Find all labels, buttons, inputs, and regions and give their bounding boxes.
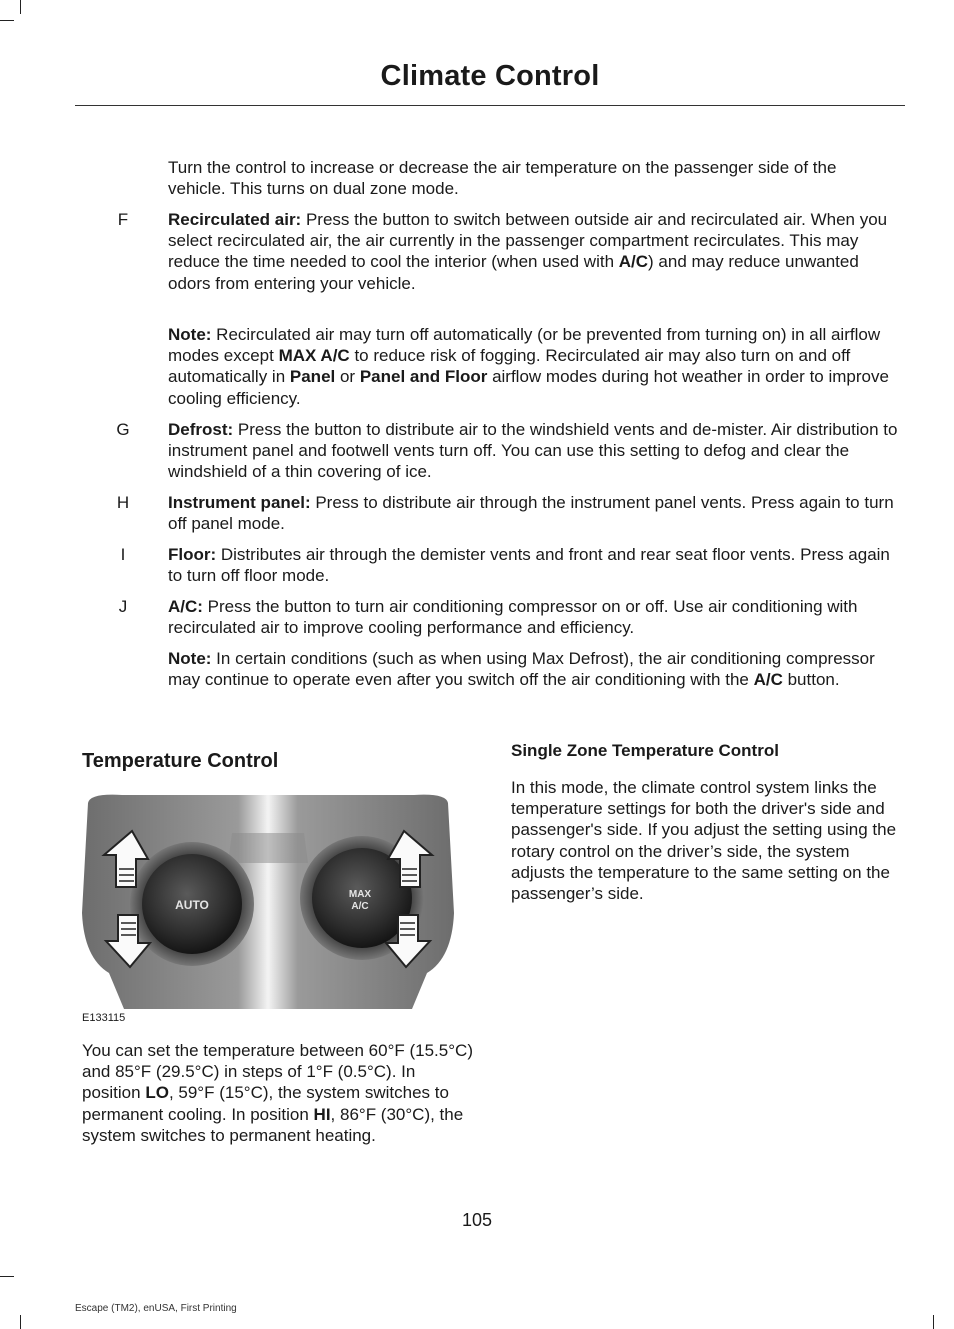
footer-text: Escape (TM2), enUSA, First Printing (75, 1303, 237, 1314)
single-zone-paragraph: In this mode, the climate control system links the temperature settings for both the driver's side and passenger's side. If you adjust the setting using the rotary control on the driver’s side, the system adjusts the temperature to the same setting on the passenger’s side. (511, 778, 897, 904)
item-text: Press the button to turn air conditioning compressor on or off. Use air conditioning with recirculated air to improve cooling performance and efficiency. (168, 597, 858, 638)
temperature-control-heading: Temperature Control (82, 750, 279, 772)
climate-control-figure (82, 793, 454, 1009)
paragraph-bold: HI (313, 1104, 331, 1124)
item-text: Press to distribute air through the instrument panel vents. Press again to turn off panel mode. (168, 493, 894, 534)
max-ac-knob-label: MAX (348, 889, 372, 900)
item-letter-f: F (117, 210, 129, 229)
item-term: Instrument panel: (168, 493, 311, 512)
item-term: Defrost: (168, 420, 234, 439)
note-text: to reduce risk of fogging. Recirculated air may also turn on and off automatically in (168, 346, 851, 387)
paragraph-text: , 59°F (15°C), the system switches to permanent cooling. In position (82, 1083, 449, 1124)
auto-knob-label: AUTO (175, 898, 209, 912)
item-letter-h: H (116, 493, 130, 512)
item-bold-ac: A/C (618, 252, 649, 272)
item-text: Distributes air through the demister vents and front and rear seat floor vents. Press again to turn off floor mode. (168, 545, 890, 586)
paragraph-text: , 86°F (30°C), the system switches to permanent heating. (82, 1104, 464, 1145)
item-letter-j: J (118, 597, 128, 616)
item-term: A/C: (168, 597, 203, 616)
header-divider (75, 105, 905, 106)
item-text: Press the button to switch between outside air and recirculated air. When you select recirculated air, the air currently in the passenger compartment recirculates. This may reduce the time needed to cool the interior (when used with (168, 210, 888, 272)
note-bold: Panel (289, 367, 336, 387)
note-text: In certain conditions (such as when using Max Defrost), the air conditioning compressor may continue to operate even after you switch off the air conditioning with the (168, 649, 875, 690)
figure-caption: E133115 (82, 1012, 126, 1024)
crop-mark (0, 1276, 14, 1277)
item-defrost (168, 419, 898, 483)
paragraph-text: You can set the temperature between 60°F (15.5°C) and 85°F (29.5°C) in steps of 1°F (0.5°C). In position (82, 1041, 473, 1103)
note-label: Note: (168, 649, 212, 668)
item-letter-g: G (116, 420, 130, 439)
intro-paragraph: Turn the control to increase or decrease the air temperature on the passenger side of the vehicle. This turns on dual zone mode. (168, 158, 837, 199)
note-text: button. (782, 670, 840, 690)
item-letter-i: I (120, 545, 126, 564)
item-text: ) and may reduce unwanted odors from entering your vehicle. (168, 252, 859, 293)
item-ac (168, 596, 898, 638)
note-ac-compressor (168, 648, 898, 690)
note-text: airflow modes during hot weather in order to improve cooling efficiency. (168, 367, 889, 408)
page-title: Climate Control (380, 60, 600, 92)
max-ac-knob-label: A/C (351, 901, 369, 912)
crop-mark (933, 1315, 934, 1329)
note-bold: Panel and Floor (359, 367, 488, 387)
note-recirculation (168, 324, 898, 409)
item-term: Recirculated air: (168, 210, 302, 229)
crop-mark (20, 1315, 21, 1329)
note-bold: A/C (753, 670, 783, 690)
crop-mark (20, 0, 21, 14)
paragraph-bold: LO (145, 1083, 169, 1103)
item-instrument-panel (168, 492, 898, 534)
note-text: Recirculated air may turn off automatically (or be prevented from turning on) in all airflow modes except (168, 325, 881, 366)
crop-mark (0, 20, 14, 21)
item-text: Press the button to distribute air to the windshield vents and de-mister. Air distribution to instrument panel and footwell vents turn off. You can use this setting to defog and clear the windshield of a thin covering of ice. (168, 420, 898, 482)
item-term: Floor: (168, 545, 217, 564)
note-label: Note: (168, 325, 212, 344)
temperature-range-paragraph (82, 1040, 474, 1146)
note-text: or (335, 367, 360, 387)
center-display-recess (228, 833, 308, 863)
page-number: 105 (461, 1210, 493, 1230)
note-bold: MAX A/C (278, 346, 350, 366)
item-recirculated-air (168, 209, 898, 294)
single-zone-heading: Single Zone Temperature Control (511, 741, 779, 760)
item-floor (168, 544, 898, 586)
